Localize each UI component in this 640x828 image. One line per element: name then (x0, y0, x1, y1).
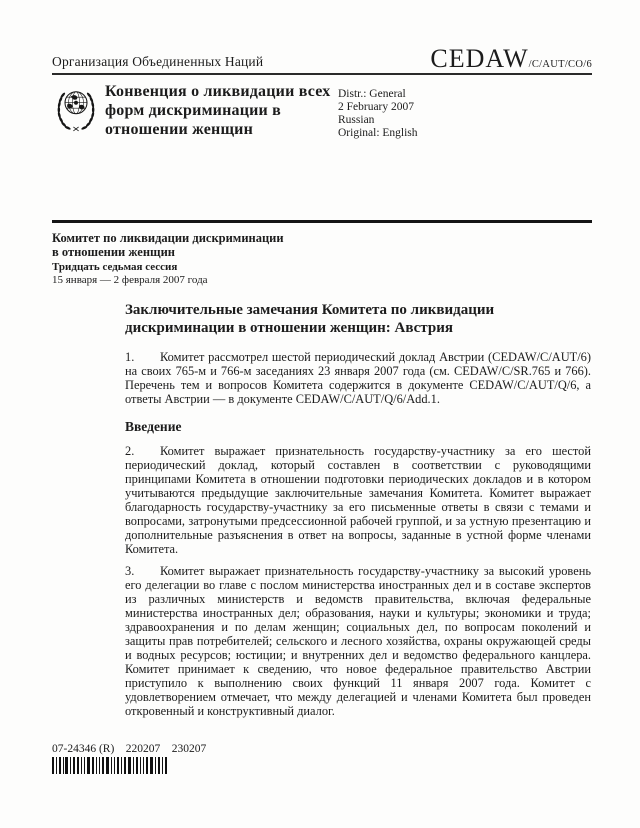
paragraph-text: Комитет рассмотрел шестой периодический доклад Австрии (CEDAW/C/AUT/6) на своих 765-м и 766-м заседаниях 23 января 2007 года (см. CEDAW/C/SR.765 и 766). Перечень тем и вопросов Комитета содержится в документе CEDAW/C/AUT/Q/6, а ответы Австрии — в документе CEDAW/C/AUT/Q/6/Add.1. (125, 350, 591, 406)
paragraph-number: 2. (125, 444, 135, 458)
session-title: Тридцать седьмая сессия (52, 261, 178, 273)
main-content (125, 301, 591, 726)
section-heading-introduction: Введение (125, 419, 182, 434)
convention-title-line: Конвенция о ликвидации всех (105, 83, 331, 100)
un-emblem-icon (54, 82, 98, 134)
barcode (52, 757, 168, 774)
paragraph-text: Комитет выражает признательность государству-участнику за высокий уровень его делегации во главе с послом министерства иностранных дел и в составе экспертов из различных министерств и ведомств правительства, включая федеральные министерства иностранных дел; образования, науки и культуры; экономики и труда; здравоохранения и по делам женщин; социальных дел, по вопросам поколений и защиты прав потребителей; сельского и лесного хозяйства, охраны окружающей среды и водных ресурсов; юстиции; и внутренних дел и ведомство федерального канцлера. Комитет принимает к сведению, что новое федеральное правительство Австрии приступило к выполнению своих функций 11 января 2007 года. Комитет с удовлетворением отмечает, что между делегацией и членами Комитета был проведен откровенный и конструктивный диалог. (125, 564, 591, 718)
section-divider-rule (52, 220, 592, 223)
paragraph-2 (125, 444, 591, 556)
document-symbol-reference: /C/AUT/CO/6 (528, 59, 592, 70)
distribution-block (338, 88, 418, 140)
distr-original: Original: English (338, 127, 418, 139)
committee-block (52, 231, 284, 286)
document-symbol-acronym: CEDAW (430, 44, 529, 73)
org-name: Организация Объединенных Наций (52, 54, 264, 69)
paragraph-3 (125, 564, 591, 718)
page-title: Заключительные замечания Комитета по ликвидации дискриминации в отношении женщин: Австрия (125, 302, 495, 336)
convention-title-line: форм дискриминации в (105, 102, 282, 119)
distr-language: Russian (338, 114, 375, 126)
convention-title (105, 82, 330, 139)
distr-date: 2 February 2007 (338, 101, 415, 113)
committee-name-line: Комитет по ликвидации дискриминации (52, 231, 284, 245)
paragraph-number: 1. (125, 350, 135, 364)
session-dates: 15 января — 2 февраля 2007 года (52, 273, 208, 286)
paragraph-text: Комитет выражает признательность государству-участнику за его шестой периодический доклад, который составлен в соответствии с руководящими принципами Комитета в отношении подготовки периодических докладов и в котором учитываются предыдущие заключительные замечания Комитета. Комитет выражает благодарность государству-участнику за его письменные ответы в связи с темами и вопросами, затронутыми предсессионной рабочей группой, и за устную презентацию и дополнительные разъяснения в ответ на вопросы, заданные в устной форме членами Комитета. (125, 444, 591, 556)
document-symbol (430, 44, 592, 74)
distr-type: Distr.: General (338, 88, 406, 100)
convention-title-line: отношении женщин (105, 121, 253, 138)
footer-document-id: 07-24346 (R) 220207 230207 (52, 743, 207, 755)
paragraph-1 (125, 350, 591, 406)
paragraph-number: 3. (125, 564, 135, 578)
committee-name-line: в отношении женщин (52, 245, 175, 259)
header-rule (52, 73, 592, 75)
